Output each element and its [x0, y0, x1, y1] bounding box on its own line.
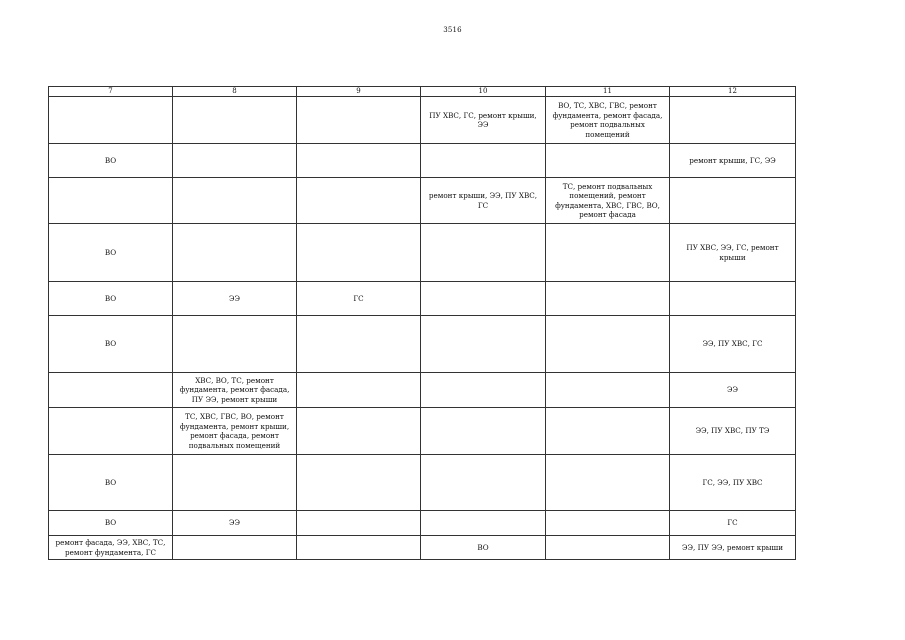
table-cell: ЭЭ: [173, 282, 297, 316]
table-cell: [297, 224, 421, 282]
table-cell: [297, 408, 421, 455]
table-row: [49, 224, 796, 282]
page-number: 3516: [443, 26, 462, 34]
table-cell: ВО: [421, 536, 546, 560]
table-cell: [546, 455, 670, 511]
table-cell: [49, 373, 173, 408]
table-cell: [297, 455, 421, 511]
table-cell: [421, 282, 546, 316]
table-cell: [670, 178, 796, 224]
table-row: [49, 144, 796, 178]
table-cell: [670, 282, 796, 316]
table-cell: [173, 536, 297, 560]
table-row: [49, 97, 796, 144]
table-cell: [173, 144, 297, 178]
column-header-9: 9: [297, 87, 421, 97]
table-row: [49, 282, 796, 316]
table-cell: [173, 97, 297, 144]
table-cell: [297, 511, 421, 536]
table-cell: ТС, ХВС, ГВС, ВО, ремонт фундамента, ремонт крыши, ремонт фасада, ремонт подвальных помещений: [173, 408, 297, 455]
table-cell: ГС: [297, 282, 421, 316]
table-cell: ЭЭ: [670, 373, 796, 408]
table-cell: [421, 408, 546, 455]
column-header-12: 12: [670, 87, 796, 97]
table-cell: [297, 316, 421, 373]
table-row: [49, 408, 796, 455]
table-cell: ВО, ТС, ХВС, ГВС, ремонт фундамента, ремонт фасада, ремонт подвальных помещений: [546, 97, 670, 144]
table-cell: ремонт фасада, ЭЭ, ХВС, ТС, ремонт фундамента, ГС: [49, 536, 173, 560]
table-cell: [297, 536, 421, 560]
table-cell: ВО: [49, 316, 173, 373]
table-cell: ГС, ЭЭ, ПУ ХВС: [670, 455, 796, 511]
table-cell: [49, 408, 173, 455]
table-cell: [546, 144, 670, 178]
table-cell: [173, 178, 297, 224]
table-cell: [546, 224, 670, 282]
table-cell: [421, 224, 546, 282]
table-cell: [173, 316, 297, 373]
table-row: [49, 511, 796, 536]
table-row: [49, 373, 796, 408]
table-cell: [297, 178, 421, 224]
table-cell: ВО: [49, 511, 173, 536]
table-cell: ремонт крыши, ГС, ЭЭ: [670, 144, 796, 178]
table-cell: ГС: [670, 511, 796, 536]
table-cell: [421, 455, 546, 511]
column-header-7: 7: [49, 87, 173, 97]
table-cell: [421, 144, 546, 178]
table-cell: [173, 224, 297, 282]
table-cell: [546, 282, 670, 316]
table-row: [49, 536, 796, 560]
table-cell: ХВС, ВО, ТС, ремонт фундамента, ремонт фасада, ПУ ЭЭ, ремонт крыши: [173, 373, 297, 408]
table-cell: [546, 511, 670, 536]
header-row: [49, 87, 796, 97]
table-cell: ПУ ХВС, ГС, ремонт крыши, ЭЭ: [421, 97, 546, 144]
table-cell: ВО: [49, 224, 173, 282]
table-cell: ПУ ХВС, ЭЭ, ГС, ремонт крыши: [670, 224, 796, 282]
table-cell: ремонт крыши, ЭЭ, ПУ ХВС, ГС: [421, 178, 546, 224]
table-row: [49, 178, 796, 224]
table-row: [49, 455, 796, 511]
table-cell: ЭЭ, ПУ ХВС, ГС: [670, 316, 796, 373]
table-cell: ЭЭ, ПУ ЭЭ, ремонт крыши: [670, 536, 796, 560]
table-cell: [49, 178, 173, 224]
table-cell: [546, 536, 670, 560]
table-cell: ВО: [49, 144, 173, 178]
table-cell: [421, 511, 546, 536]
table-cell: [421, 316, 546, 373]
table-cell: [297, 144, 421, 178]
column-header-8: 8: [173, 87, 297, 97]
column-header-10: 10: [421, 87, 546, 97]
table-row: [49, 316, 796, 373]
table-cell: ВО: [49, 455, 173, 511]
works-table: [48, 86, 796, 560]
table-cell: [173, 455, 297, 511]
table-cell: [670, 97, 796, 144]
table-cell: [49, 97, 173, 144]
table-cell: [546, 408, 670, 455]
table-cell: ВО: [49, 282, 173, 316]
table-cell: [546, 373, 670, 408]
table-cell: [297, 97, 421, 144]
table-cell: ТС, ремонт подвальных помещений, ремонт фундамента, ХВС, ГВС, ВО, ремонт фасада: [546, 178, 670, 224]
table-cell: [421, 373, 546, 408]
column-header-11: 11: [546, 87, 670, 97]
table-cell: ЭЭ, ПУ ХВС, ПУ ТЭ: [670, 408, 796, 455]
table-cell: [297, 373, 421, 408]
table-cell: [546, 316, 670, 373]
table-cell: ЭЭ: [173, 511, 297, 536]
